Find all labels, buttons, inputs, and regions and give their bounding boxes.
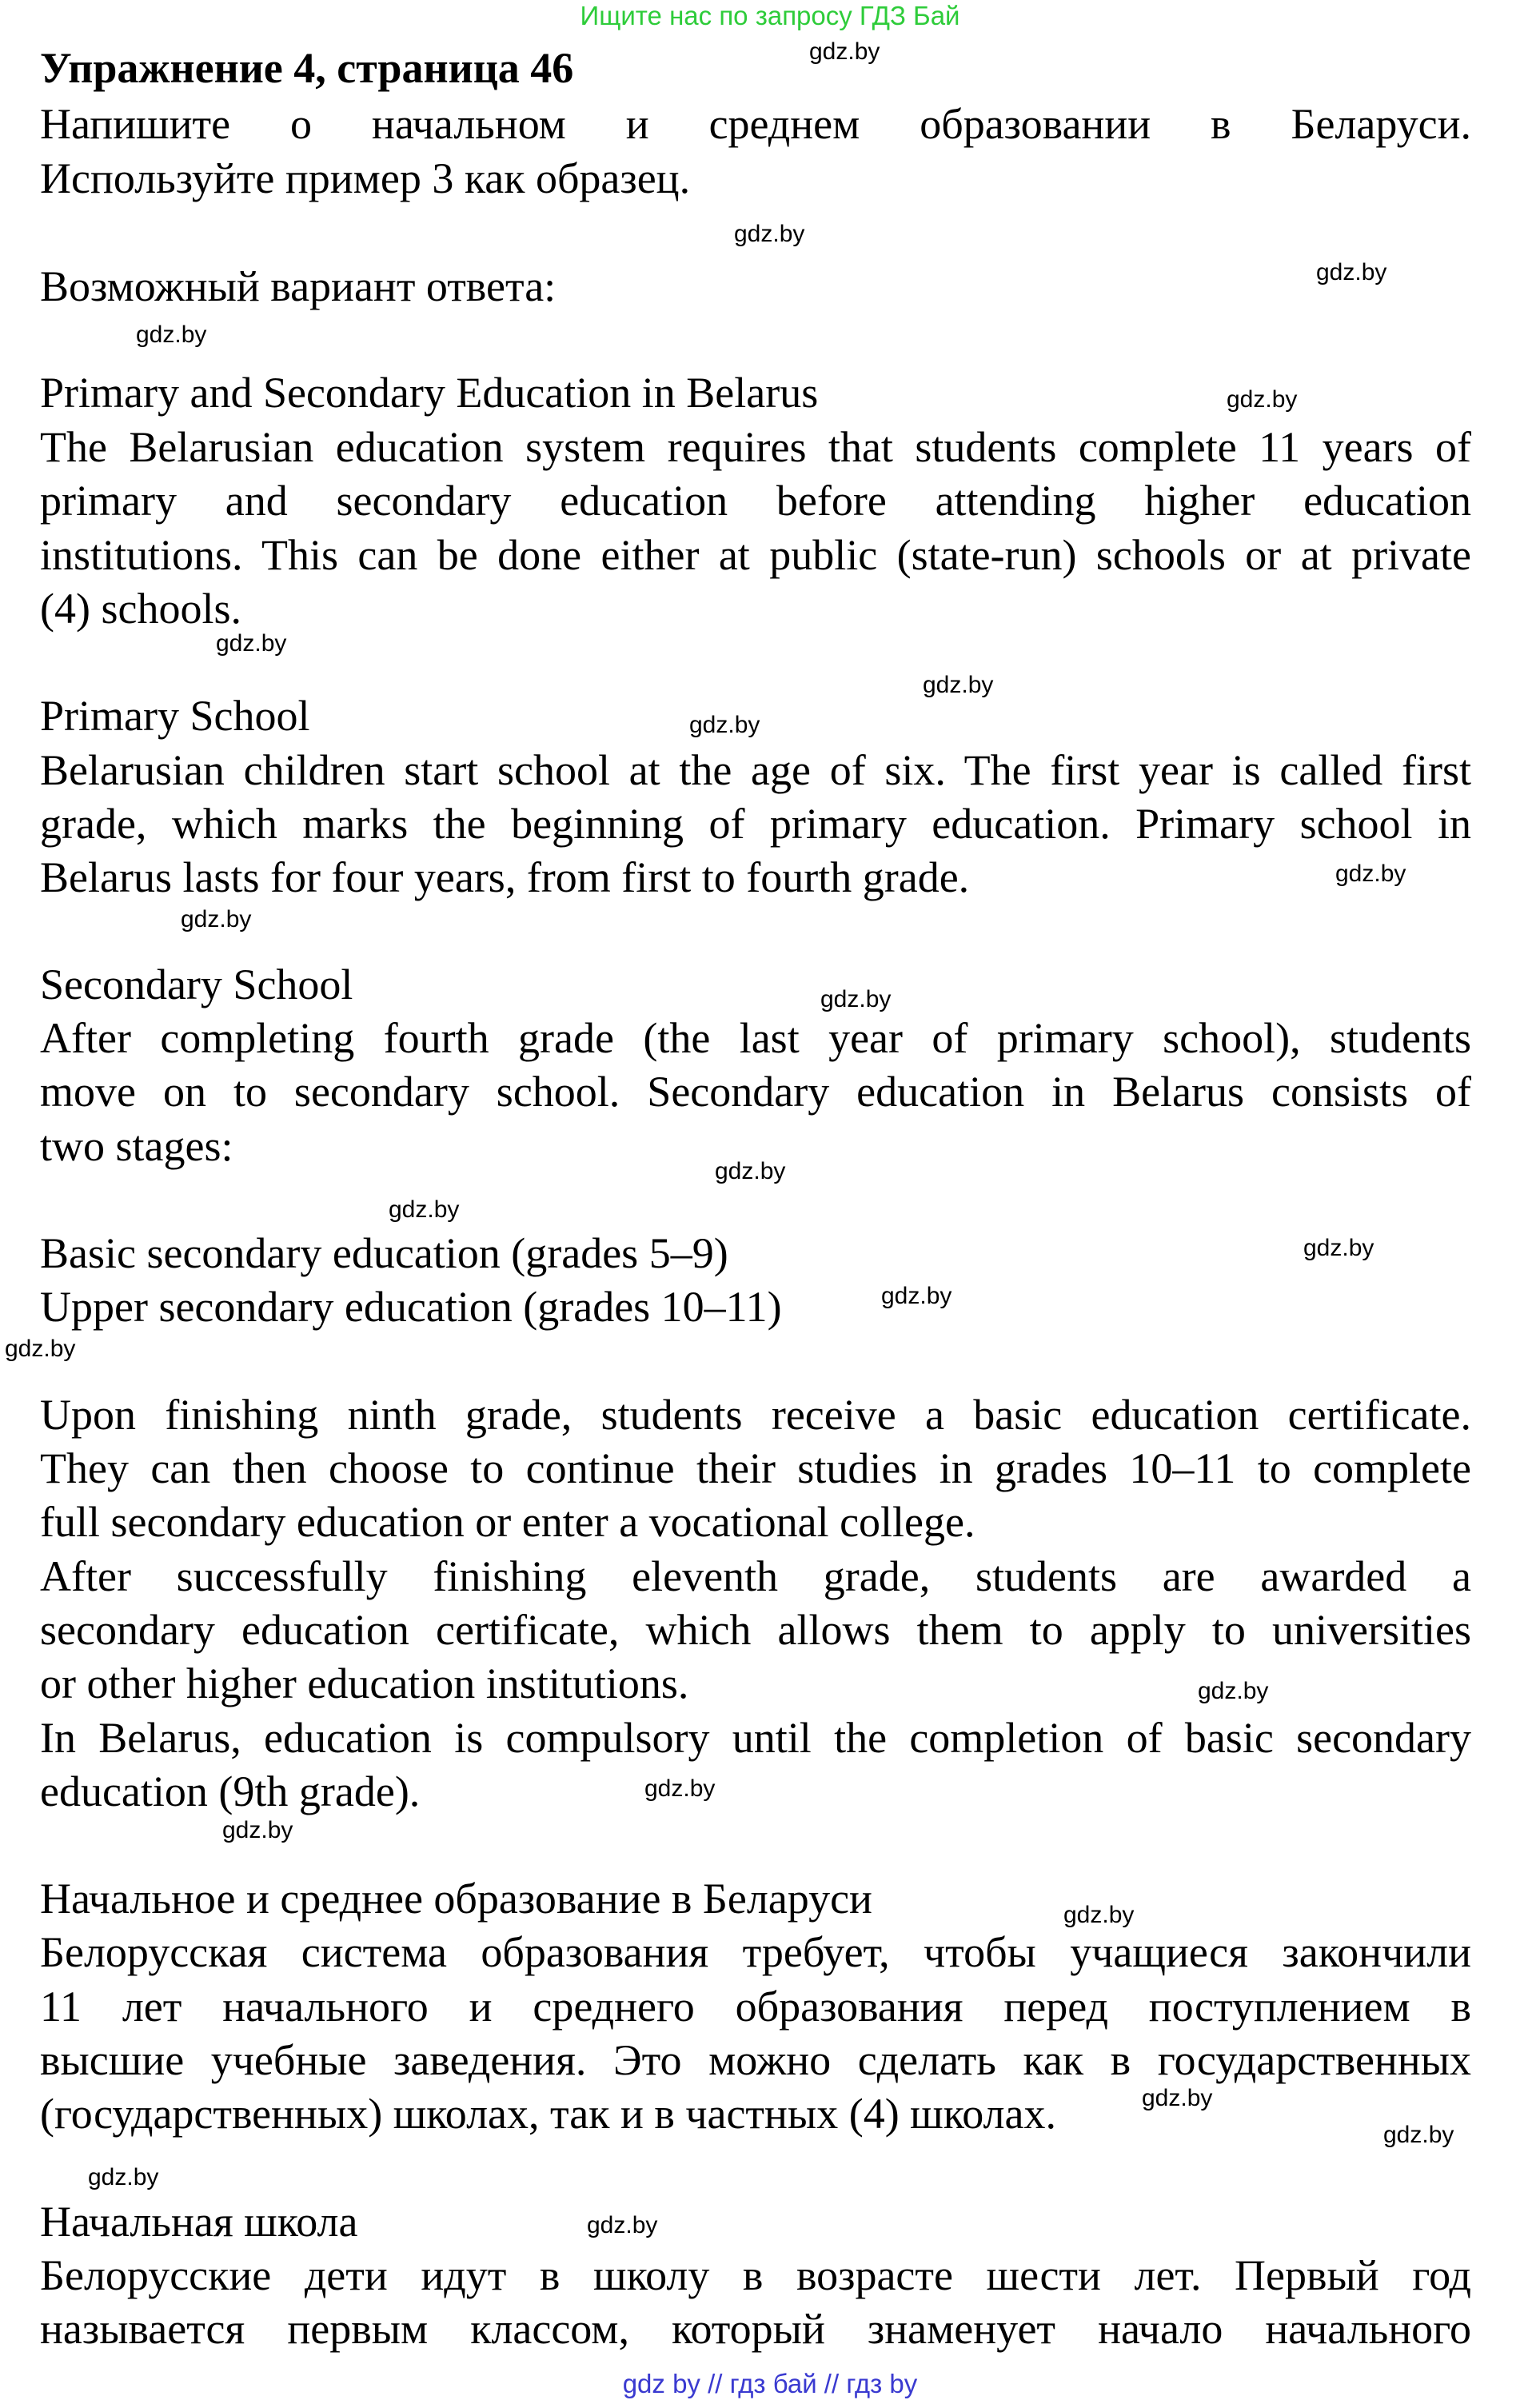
- watermark: gdz.by: [923, 672, 994, 698]
- after-ninth-line: Upon finishing ninth grade, students receive a basic education certificate.: [40, 1391, 1471, 1439]
- primary-school-line: grade, which marks the beginning of primary education. Primary school in: [40, 800, 1471, 848]
- watermark: gdz.by: [88, 2164, 159, 2190]
- russian-intro-line: (государственных) школах, так и в частных (4) школах.: [40, 2090, 1056, 2138]
- secondary-school-line: After completing fourth grade (the last year of primary school), students: [40, 1014, 1471, 1062]
- russian-heading: Начальное и среднее образование в Беларуси: [40, 1875, 872, 1923]
- russian-intro-line: Белорусская система образования требует, чтобы учащиеся закончили: [40, 1928, 1471, 1976]
- watermark: gdz.by: [644, 1775, 716, 1802]
- watermark: gdz.by: [1316, 259, 1387, 286]
- stage-item: Basic secondary education (grades 5–9): [40, 1229, 728, 1277]
- compulsory-line: In Belarus, education is compulsory until the completion of basic secondary: [40, 1714, 1471, 1762]
- bottom-banner[interactable]: gdz by // гдз бай // гдз by: [622, 2369, 918, 2398]
- task-line: Используйте пример 3 как образец.: [40, 154, 691, 202]
- secondary-school-heading: Secondary School: [40, 960, 353, 1008]
- secondary-school-line: move on to secondary school. Secondary education in Belarus consists of: [40, 1068, 1471, 1116]
- watermark: gdz.by: [1198, 1678, 1269, 1704]
- english-intro-line: primary and secondary education before attending higher education: [40, 477, 1471, 525]
- watermark: gdz.by: [1335, 861, 1406, 887]
- watermark: gdz.by: [809, 38, 880, 65]
- english-intro-line: (4) schools.: [40, 585, 241, 633]
- russian-primary-line: называется первым классом, который знаменует начало начального: [40, 2305, 1471, 2353]
- watermark: gdz.by: [587, 2212, 658, 2238]
- after-eleventh-line: or other higher education institutions.: [40, 1659, 689, 1707]
- top-banner[interactable]: Ищите нас по запросу ГДЗ Бай: [580, 1, 960, 30]
- russian-intro-line: 11 лет начального и среднего образования перед поступлением в: [40, 1983, 1471, 2031]
- after-ninth-line: They can then choose to continue their studies in grades 10–11 to complete: [40, 1444, 1471, 1492]
- watermark: gdz.by: [1142, 2085, 1213, 2111]
- watermark: gdz.by: [1303, 1235, 1374, 1261]
- english-intro-line: The Belarusian education system requires that students complete 11 years of: [40, 423, 1471, 471]
- russian-primary-heading: Начальная школа: [40, 2198, 358, 2246]
- stage-item: Upper secondary education (grades 10–11): [40, 1283, 782, 1331]
- watermark: gdz.by: [715, 1158, 786, 1184]
- watermark: gdz.by: [820, 986, 892, 1012]
- after-eleventh-line: After successfully finishing eleventh grade, students are awarded a: [40, 1552, 1471, 1600]
- english-heading: Primary and Secondary Education in Belarus: [40, 369, 819, 417]
- watermark: gdz.by: [1383, 2122, 1454, 2148]
- watermark: gdz.by: [389, 1196, 460, 1223]
- after-ninth-line: full secondary education or enter a vocational college.: [40, 1498, 975, 1546]
- answer-label: Возможный вариант ответа:: [40, 262, 557, 310]
- watermark: gdz.by: [181, 906, 252, 932]
- watermark: gdz.by: [1063, 1902, 1135, 1928]
- watermark: gdz.by: [734, 221, 805, 247]
- watermark: gdz.by: [1227, 386, 1298, 413]
- after-eleventh-line: secondary education certificate, which allows them to apply to universities: [40, 1606, 1471, 1654]
- watermark: gdz.by: [216, 630, 287, 657]
- watermark: gdz.by: [689, 712, 760, 738]
- russian-primary-line: Белорусские дети идут в школу в возрасте шести лет. Первый год: [40, 2251, 1471, 2299]
- primary-school-line: Belarusian children start school at the age of six. The first year is called first: [40, 746, 1471, 794]
- russian-intro-line: высшие учебные заведения. Это можно сделать как в государственных: [40, 2036, 1471, 2084]
- english-intro-line: institutions. This can be done either at public (state-run) schools or at private: [40, 531, 1471, 579]
- secondary-school-line: two stages:: [40, 1122, 233, 1170]
- watermark: gdz.by: [222, 1817, 293, 1843]
- primary-school-heading: Primary School: [40, 692, 310, 740]
- task-line: Напишите о начальном и среднем образовании в Беларуси.: [40, 100, 1471, 148]
- exercise-title: Упражнение 4, страница 46: [40, 44, 574, 92]
- watermark: gdz.by: [5, 1336, 76, 1362]
- compulsory-line: education (9th grade).: [40, 1767, 421, 1815]
- watermark: gdz.by: [136, 321, 207, 348]
- primary-school-line: Belarus lasts for four years, from first to fourth grade.: [40, 853, 970, 901]
- watermark: gdz.by: [881, 1283, 952, 1309]
